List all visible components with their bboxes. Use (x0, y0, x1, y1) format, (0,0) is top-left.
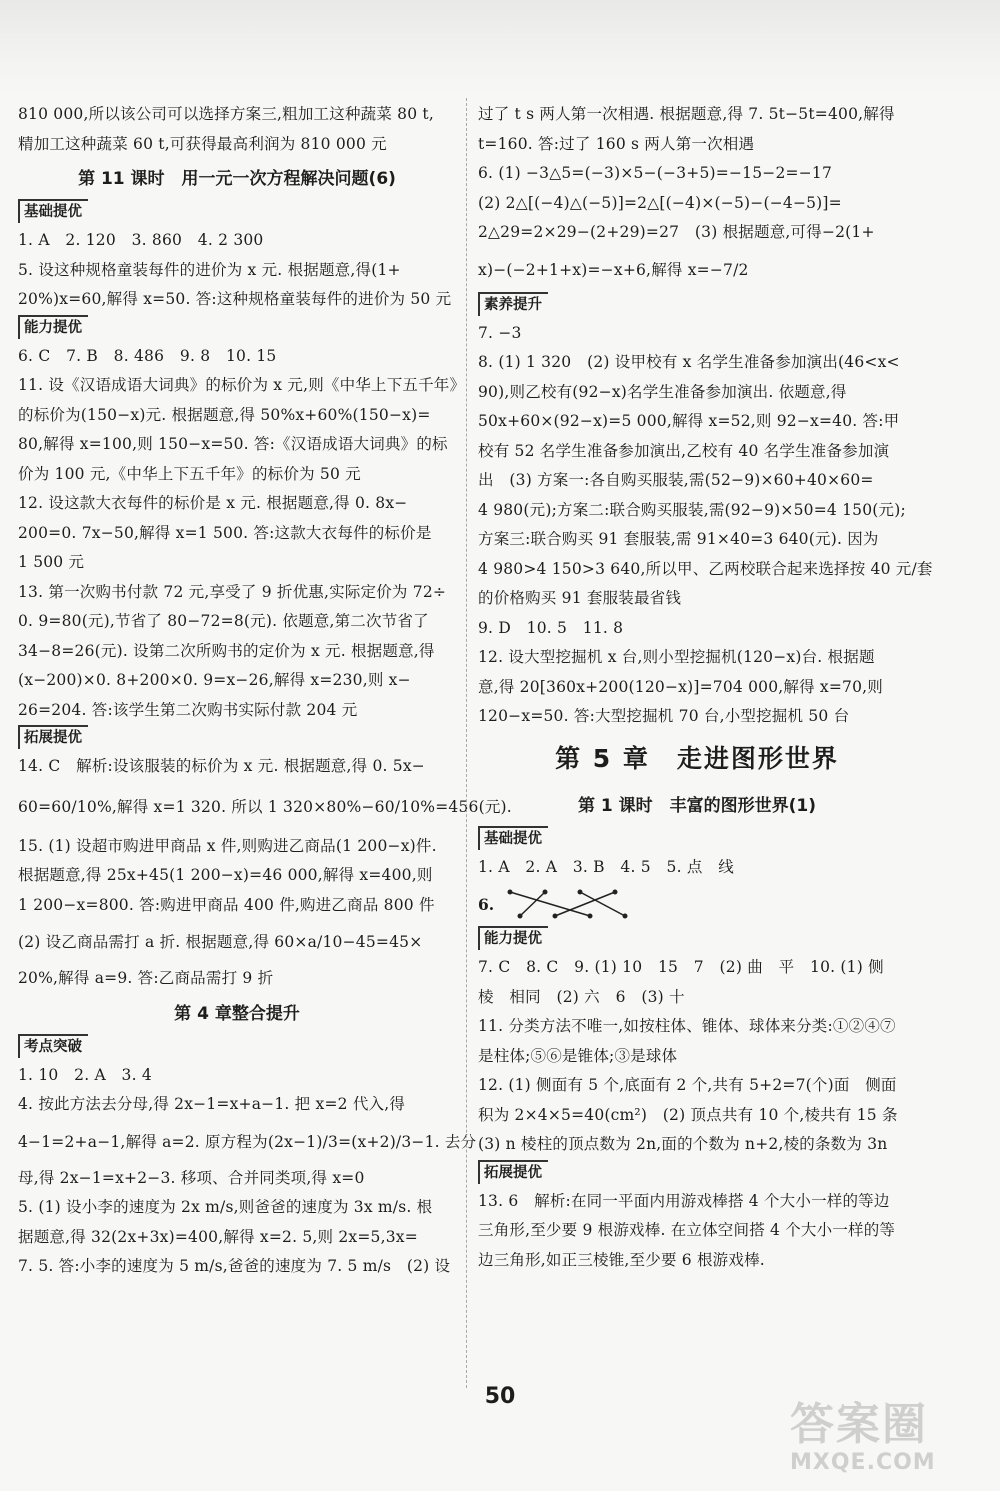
answer-line: 根据题意,得 25x+45(1 200−x)=46 000,解得 x=400,则 (18, 866, 433, 884)
section-tag-label: 基础提优 (18, 199, 88, 223)
answer-line: 13. 6 解析:在同一平面内用游戏棒搭 4 个大小一样的等边 (478, 1191, 890, 1210)
matching-dot-5 (553, 914, 558, 919)
matching-dot-4 (518, 914, 523, 919)
answer-line: 20%,解得 a=9. 答:乙商品需打 9 折 (18, 969, 274, 987)
answer-line: 5. (1) 设小李的速度为 2x m/s,则爸爸的速度为 3x m/s. 根 (18, 1198, 433, 1216)
answer-line: (x−200)×0. 8+200×0. 9=x−26,解得 x=230,则 x− (18, 671, 411, 689)
answer-line: 4−1=2+a−1,解得 a=2. 原方程为(2x−1)/3=(x+2)/3−1. 去分 (18, 1132, 477, 1151)
answer-line: 13. 第一次购书付款 72 元,享受了 9 折优惠,实际定价为 72÷ (18, 582, 447, 601)
answer-number: 6. (478, 894, 495, 914)
watermark-site: MXQE.COM (790, 1450, 936, 1475)
answer-line: 积为 2×4×5=40(cm²) (2) 顶点共有 10 个,棱共有 15 条 (478, 1105, 898, 1124)
matching-dot-7 (623, 914, 628, 919)
answer-line: 15. (1) 设超市购进甲商品 x 件,则购进乙商品(1 200−x)件. (18, 836, 437, 855)
answer-line: 1 500 元 (18, 553, 85, 571)
matching-lines-diagram (500, 884, 640, 924)
answer-line: 12. 设大型挖掘机 x 台,则小型挖掘机(120−x)台. 根据题 (478, 648, 875, 666)
lesson-title: 第 11 课时 用一元一次方程解决问题(6) (78, 169, 396, 189)
answer-line: 4 980>4 150>3 640,所以甲、乙两校联合起来选择按 40 元/套 (478, 559, 933, 578)
answer-line: 1. 10 2. A 3. 4 (18, 1065, 152, 1084)
answer-line: 34−8=26(元). 设第二次所购书的定价为 x 元. 根据题意,得 (18, 641, 435, 660)
section-tag (478, 826, 916, 853)
answer-line: 母,得 2x−1=x+2−3. 移项、合并同类项,得 x=0 (18, 1168, 365, 1187)
answer-line: 5. 设这种规格童装每件的进价为 x 元. 根据题意,得(1+ (18, 260, 401, 279)
chapter-title: 第 5 章 走进图形世界 (555, 743, 839, 773)
answer-line: 7. C 8. C 9. (1) 10 15 7 (2) 曲 平 10. (1) 侧 (478, 958, 884, 976)
section-tag (18, 725, 456, 752)
answer-line: 7. −3 (478, 323, 522, 342)
answer-line: 14. C 解析:设该服装的标价为 x 元. 根据题意,得 0. 5x− (18, 757, 425, 775)
section-tag-label: 拓展提优 (478, 1160, 548, 1184)
lesson-title: 第 4 章整合提升 (174, 1003, 300, 1024)
answer-line: 出 (3) 方案一:各自购买服装,需(52−9)×60+40×60= (478, 471, 874, 489)
answer-line: 1 200−x=800. 答:购进甲商品 400 件,购进乙商品 800 件 (18, 895, 435, 914)
section-tag (478, 292, 916, 319)
answer-line: 是柱体;⑤⑥是锥体;③是球体 (478, 1046, 678, 1065)
right-column (478, 100, 933, 1275)
answer-line: 边三角形,如正三棱锥,至少要 6 根游戏棒. (478, 1250, 765, 1269)
answer-line: 12. (1) 侧面有 5 个,底面有 2 个,共有 5+2=7(个)面 侧面 (478, 1076, 897, 1094)
section-tag (478, 926, 916, 953)
section-tag-label: 拓展提优 (18, 725, 88, 749)
answer-line: 1. A 2. 120 3. 860 4. 2 300 (18, 231, 264, 249)
answer-line: 11. 分类方法不唯一,如按柱体、锥体、球体来分类:①②④⑦ (478, 1017, 896, 1035)
answer-line: 9. D 10. 5 11. 8 (478, 618, 624, 637)
answer-line: t=160. 答:过了 160 s 两人第一次相遇 (478, 134, 755, 153)
answer-line: (2) 设乙商品需打 a 折. 根据题意,得 60×a/10−45=45× (18, 933, 423, 951)
answer-line: 6. C 7. B 8. 486 9. 8 10. 15 (18, 346, 277, 365)
answer-line: 0. 9=80(元),节省了 80−72=8(元). 依题意,第二次节省了 (18, 612, 429, 630)
page-number: 50 (484, 1384, 516, 1409)
scan-top-shadow (0, 0, 1000, 95)
answer-line: 26=204. 答:该学生第二次购书实际付款 204 元 (18, 700, 358, 719)
answer-line: 过了 t s 两人第一次相遇. 根据题意,得 7. 5t−5t=400,解得 (478, 105, 895, 123)
section-tag-label: 考点突破 (18, 1034, 88, 1058)
answer-line: 三角形,至少要 9 根游戏棒. 在立体空间搭 4 个大小一样的等 (478, 1221, 896, 1239)
answer-line: 据题意,得 32(2x+3x)=400,解得 x=2. 5,则 2x=5,3x= (18, 1227, 418, 1246)
answer-line: 11. 设《汉语成语大词典》的标价为 x 元,则《中华上下五千年》 (18, 376, 466, 394)
answer-line: 的价格购买 91 套服装最省钱 (478, 589, 682, 607)
answer-line: 80,解得 x=100,则 150−x=50. 答:《汉语成语大词典》的标 (18, 435, 448, 453)
answer-line: 校有 52 名学生准备参加演出,乙校有 40 名学生准备参加演 (478, 441, 890, 460)
section-tag (18, 315, 456, 342)
answer-line: 棱 相同 (2) 六 6 (3) 十 (478, 987, 685, 1006)
answer-line: 的标价为(150−x)元. 根据题意,得 50%x+60%(150−x)= (18, 405, 431, 424)
answer-line: 200=0. 7x−50,解得 x=1 500. 答:这款大衣每件的标价是 (18, 523, 432, 542)
section-tag (18, 1034, 456, 1061)
answer-line: 1. A 2. A 3. B 4. 5 5. 点 线 (478, 857, 734, 876)
matching-dot-2 (578, 890, 583, 895)
section-tag (18, 199, 456, 226)
answer-line: 价为 100 元,《中华上下五千年》的标价为 50 元 (18, 464, 361, 483)
answer-diagram (478, 882, 916, 926)
section-tag (478, 1160, 916, 1187)
answer-line: 6. (1) −3△5=(−3)×5−(−3+5)=−15−2=−17 (478, 164, 833, 182)
answer-line: 4 980(元);方案二:联合购买服装,需(92−9)×50=4 150(元); (478, 500, 906, 519)
matching-dot-0 (508, 890, 513, 895)
answer-line: 60=60/10%,解得 x=1 320. 所以 1 320×80%−60/10%=456(元). (18, 797, 512, 816)
answer-line: (3) n 棱柱的顶点数为 2n,面的个数为 n+2,棱的条数为 3n (478, 1135, 888, 1153)
lesson-title: 第 1 课时 丰富的图形世界(1) (577, 795, 817, 816)
matching-dot-3 (613, 890, 618, 895)
section-tag-label: 能力提优 (18, 315, 88, 339)
answer-line: 20%)x=60,解得 x=50. 答:这种规格童装每件的进价为 50 元 (18, 290, 452, 308)
answer-line: 8. (1) 1 320 (2) 设甲校有 x 名学生准备参加演出(46<x< (478, 353, 900, 371)
answer-line: 精加工这种蔬菜 60 t,可获得最高利润为 810 000 元 (18, 134, 387, 153)
answer-line: 120−x=50. 答:大型挖掘机 70 台,小型挖掘机 50 台 (478, 707, 850, 725)
matching-dot-6 (588, 914, 593, 919)
matching-line-3 (555, 892, 615, 916)
matching-line-0 (510, 892, 590, 916)
answer-line: 7. 5. 答:小李的速度为 5 m/s,爸爸的速度为 7. 5 m/s (2) 设 (18, 1257, 451, 1275)
answer-line: 50x+60×(92−x)=5 000,解得 x=52,则 92−x=40. 答:甲 (478, 412, 900, 430)
section-tag-label: 能力提优 (478, 926, 548, 950)
answer-line: (2) 2△[(−4)△(−5)]=2△[(−4)×(−5)−(−4−5)]= (478, 193, 842, 212)
answer-line: x)−(−2+1+x)=−x+6,解得 x=−7/2 (478, 260, 749, 279)
section-tag-label: 素养提升 (478, 292, 548, 316)
answer-line: 12. 设这款大衣每件的标价是 x 元. 根据题意,得 0. 8x− (18, 494, 408, 512)
answer-line: 90),则乙校有(92−x)名学生准备参加演出. 依题意,得 (478, 382, 847, 401)
column-divider (466, 98, 468, 1388)
answer-line: 方案三:联合购买 91 套服装,需 91×40=3 640(元). 因为 (478, 530, 879, 548)
watermark-logo (790, 1400, 990, 1480)
section-tag-label: 基础提优 (478, 826, 548, 850)
answer-line: 4. 按此方法去分母,得 2x−1=x+a−1. 把 x=2 代入,得 (18, 1095, 406, 1113)
answer-line: 意,得 20[360x+200(120−x)]=704 000,解得 x=70,则 (478, 677, 883, 696)
watermark-logo-text: 答案圈 (790, 1399, 928, 1450)
matching-dot-1 (543, 890, 548, 895)
answer-line: 810 000,所以该公司可以选择方案三,粗加工这种蔬菜 80 t, (18, 105, 434, 123)
answer-line: 2△29=2×29−(2+29)=27 (3) 根据题意,可得−2(1+ (478, 223, 875, 241)
